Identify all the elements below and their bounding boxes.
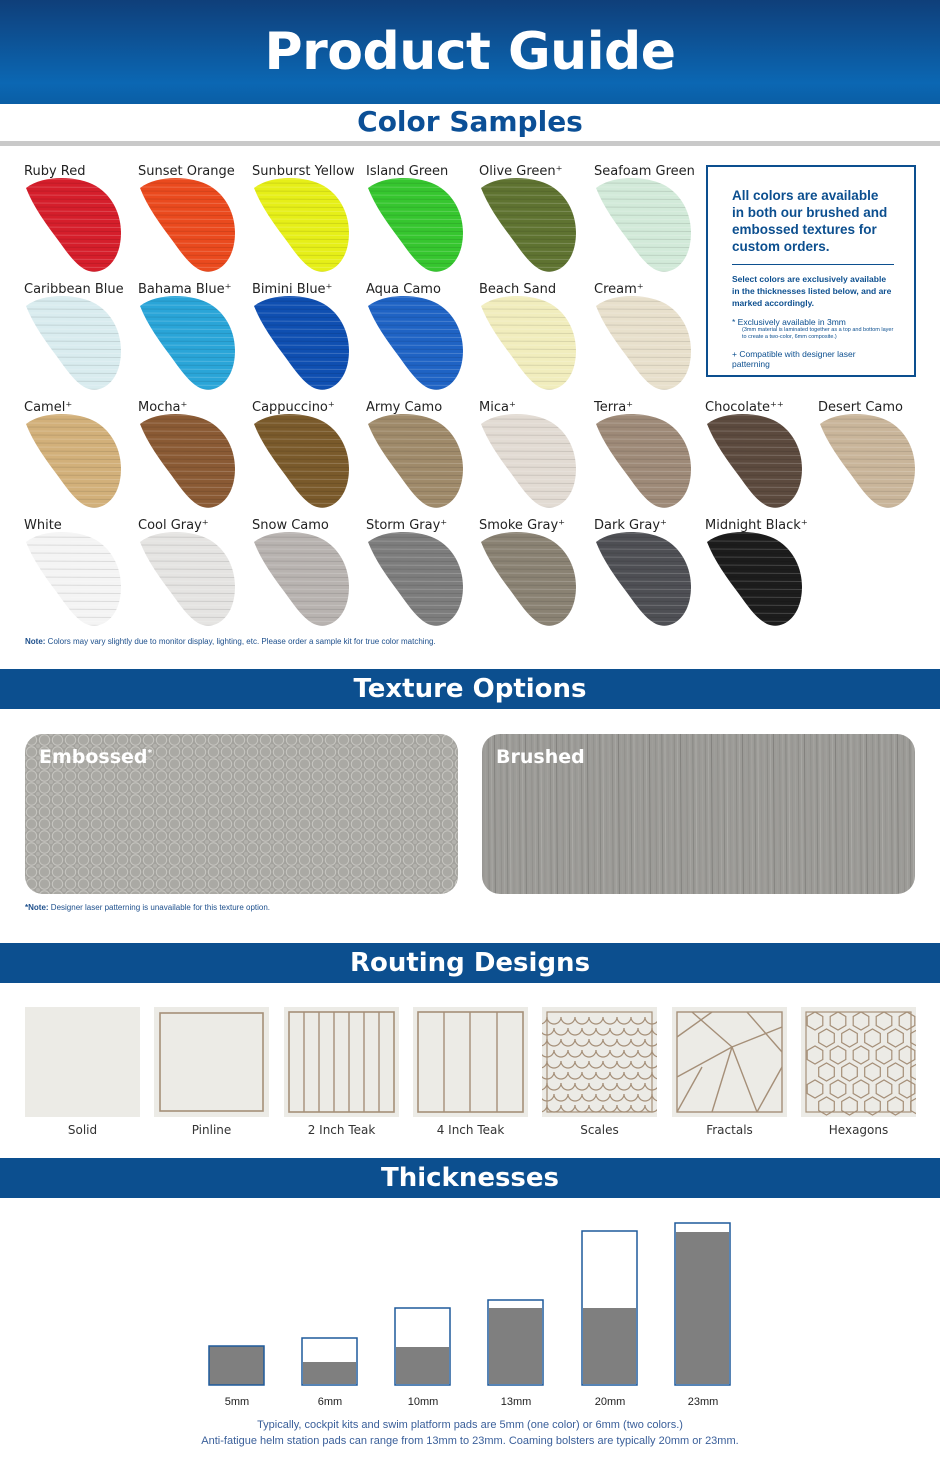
color-swatch-drop [366, 292, 466, 392]
color-swatch [24, 400, 134, 515]
color-swatch-drop [366, 174, 466, 274]
color-swatch [24, 282, 134, 397]
texture-options-band [0, 669, 940, 709]
color-swatch-label: Army Camo [366, 400, 443, 415]
texture-note-text: Designer laser patterning is unavailable for this texture option. [48, 903, 271, 912]
routing-designs-title: Routing Designs [349, 948, 591, 978]
availability-info-box [706, 165, 916, 377]
routing-sample-2-inch-teak [284, 1007, 399, 1117]
color-swatch [594, 164, 704, 279]
routing-sample-hexagons [801, 1007, 916, 1117]
color-swatch-label: Beach Sand [479, 282, 557, 297]
color-swatch-drop [252, 410, 352, 510]
color-swatch [705, 400, 815, 515]
info-divider [732, 264, 894, 265]
thickness-bar-5mm [209, 1346, 264, 1385]
color-swatch-label: Camel⁺ [24, 400, 73, 415]
color-swatch [252, 400, 362, 515]
thickness-label-6mm: 6mm [317, 1396, 343, 1408]
texture-note-label: *Note: [25, 903, 49, 912]
color-swatch-label: Chocolate⁺⁺ [705, 400, 784, 415]
color-swatch-drop [138, 292, 238, 392]
color-swatch-label: Caribbean Blue [24, 282, 124, 297]
color-swatch-drop [594, 174, 694, 274]
color-swatch [366, 164, 476, 279]
color-swatch [366, 282, 476, 397]
info-note-3mm-detail: (3mm material is laminated together as a top and bottom layer to create a two-color, 6mm composite.) [742, 327, 894, 340]
routing-label-fractals: Fractals [706, 1123, 753, 1137]
info-subhead: Select colors are exclusively available in the thicknesses listed below, and are marked accordingly. [732, 274, 892, 308]
routing-label-pinline: Pinline [191, 1123, 232, 1137]
thickness-label-20mm: 20mm [594, 1396, 626, 1408]
color-swatch-label: Island Green [366, 164, 449, 179]
color-swatch [138, 400, 248, 515]
color-swatch-label: Mocha⁺ [138, 400, 188, 415]
routing-label-4-inch-teak: 4 Inch Teak [436, 1123, 505, 1137]
color-swatch [594, 400, 704, 515]
color-swatch-drop [818, 410, 918, 510]
color-swatch-drop [594, 292, 694, 392]
color-swatch-label: Aqua Camo [366, 282, 441, 297]
color-swatch [479, 518, 589, 633]
color-swatch [138, 282, 248, 397]
brushed-label: Brushed [496, 746, 585, 768]
embossed-texture-sample [25, 734, 458, 894]
color-swatch-drop [479, 528, 579, 628]
color-swatch-drop [479, 174, 579, 274]
color-swatch [479, 400, 589, 515]
thickness-footnote-1: Typically, cockpit kits and swim platform pads are 5mm (one color) or 6mm (two colors.) [257, 1419, 683, 1431]
color-swatch [138, 164, 248, 279]
routing-sample-fractals [672, 1007, 787, 1117]
routing-label-solid: Solid [67, 1123, 98, 1137]
color-swatch-drop [252, 528, 352, 628]
color-swatch-label: Cool Gray⁺ [138, 518, 209, 533]
thicknesses-title: Thicknesses [380, 1163, 560, 1193]
thickness-label-5mm: 5mm [224, 1396, 250, 1408]
color-swatch [366, 400, 476, 515]
color-swatch-drop [24, 410, 124, 510]
info-note-laser: + Compatible with designer laser patterning [732, 349, 856, 369]
color-swatch [252, 518, 362, 633]
thickness-footnote-2: Anti-fatigue helm station pads can range from 13mm to 23mm. Coaming bolsters are typically 20mm or 23mm. [201, 1435, 739, 1447]
routing-sample-4-inch-teak [413, 1007, 528, 1117]
color-note-text: Colors may vary slightly due to monitor display, lighting, etc. Please order a sample kit for true color matching. [45, 637, 436, 646]
embossed-label: Embossed* [39, 746, 153, 768]
routing-designs-band [0, 943, 940, 983]
color-swatch-label: Smoke Gray⁺ [479, 518, 566, 533]
thickness-label-10mm: 10mm [407, 1396, 439, 1408]
color-note [25, 637, 436, 646]
color-swatch-label: Desert Camo [818, 400, 904, 415]
color-swatch-label: Bimini Blue⁺ [252, 282, 333, 297]
color-swatch-drop [366, 410, 466, 510]
color-swatch [594, 518, 704, 633]
color-swatch [252, 282, 362, 397]
color-swatch-drop [705, 528, 805, 628]
color-swatch-label: Midnight Black⁺ [705, 518, 808, 533]
page-header [0, 0, 940, 104]
color-swatch-label: Cream⁺ [594, 282, 644, 297]
color-swatch-drop [24, 174, 124, 274]
color-swatch [594, 282, 704, 397]
color-swatch-label: Mica⁺ [479, 400, 516, 415]
thickness-diagram [0, 1200, 940, 1390]
color-swatch-label: White [24, 518, 62, 533]
texture-options-title: Texture Options [353, 674, 587, 704]
color-swatch-drop [24, 528, 124, 628]
color-swatch [818, 400, 928, 515]
color-note-label: Note: [25, 637, 46, 646]
color-swatch-label: Seafoam Green [594, 164, 695, 179]
color-swatch [705, 518, 815, 633]
color-swatch-drop [252, 292, 352, 392]
color-swatch-label: Sunburst Yellow [252, 164, 355, 179]
thicknesses-band [0, 1158, 940, 1198]
color-swatch-drop [138, 174, 238, 274]
thickness-fill-6mm [303, 1362, 356, 1384]
color-swatch [366, 518, 476, 633]
color-swatch-drop [138, 528, 238, 628]
thickness-fill-10mm [396, 1347, 449, 1384]
color-swatch-label: Dark Gray⁺ [594, 518, 667, 533]
color-swatch [138, 518, 248, 633]
routing-label-hexagons: Hexagons [828, 1123, 889, 1137]
color-swatch-drop [594, 410, 694, 510]
color-swatch [252, 164, 362, 279]
color-samples-title: Color Samples [357, 105, 583, 138]
color-swatch [479, 164, 589, 279]
color-swatch-label: Bahama Blue⁺ [138, 282, 232, 297]
section-divider [0, 141, 940, 146]
color-swatch-label: Cappuccino⁺ [252, 400, 335, 415]
page-title: Product Guide [264, 22, 676, 82]
info-headline: All colors are available in both our brushed and embossed textures for custom orders. [732, 188, 888, 254]
texture-note [25, 903, 270, 912]
thickness-fill-23mm [676, 1232, 729, 1384]
color-swatch [24, 518, 134, 633]
color-swatch-drop [366, 528, 466, 628]
color-swatch-label: Sunset Orange [138, 164, 235, 179]
thickness-label-23mm: 23mm [687, 1396, 719, 1408]
routing-sample-solid [25, 1007, 140, 1117]
color-swatch-label: Terra⁺ [594, 400, 634, 415]
color-swatch-drop [138, 410, 238, 510]
routing-sample-scales [542, 1007, 657, 1117]
info-note-3mm: * Exclusively available in 3mm [732, 317, 846, 327]
routing-label-scales: Scales [580, 1123, 619, 1137]
color-swatch-drop [594, 528, 694, 628]
color-swatch-drop [252, 174, 352, 274]
routing-label-2-inch-teak: 2 Inch Teak [307, 1123, 376, 1137]
color-swatch [479, 282, 589, 397]
color-swatch-drop [705, 410, 805, 510]
color-swatch-label: Olive Green⁺ [479, 164, 563, 179]
thickness-label-13mm: 13mm [500, 1396, 532, 1408]
color-swatch-label: Ruby Red [24, 164, 86, 179]
color-swatch-drop [479, 410, 579, 510]
brushed-texture-sample [482, 734, 915, 894]
thickness-fill-20mm [583, 1308, 636, 1384]
color-swatch-label: Snow Camo [252, 518, 329, 533]
color-swatch-drop [24, 292, 124, 392]
color-swatch-drop [479, 292, 579, 392]
color-swatch [24, 164, 134, 279]
thickness-fill-13mm [489, 1308, 542, 1384]
color-swatch-label: Storm Gray⁺ [366, 518, 448, 533]
routing-sample-pinline [154, 1007, 269, 1117]
